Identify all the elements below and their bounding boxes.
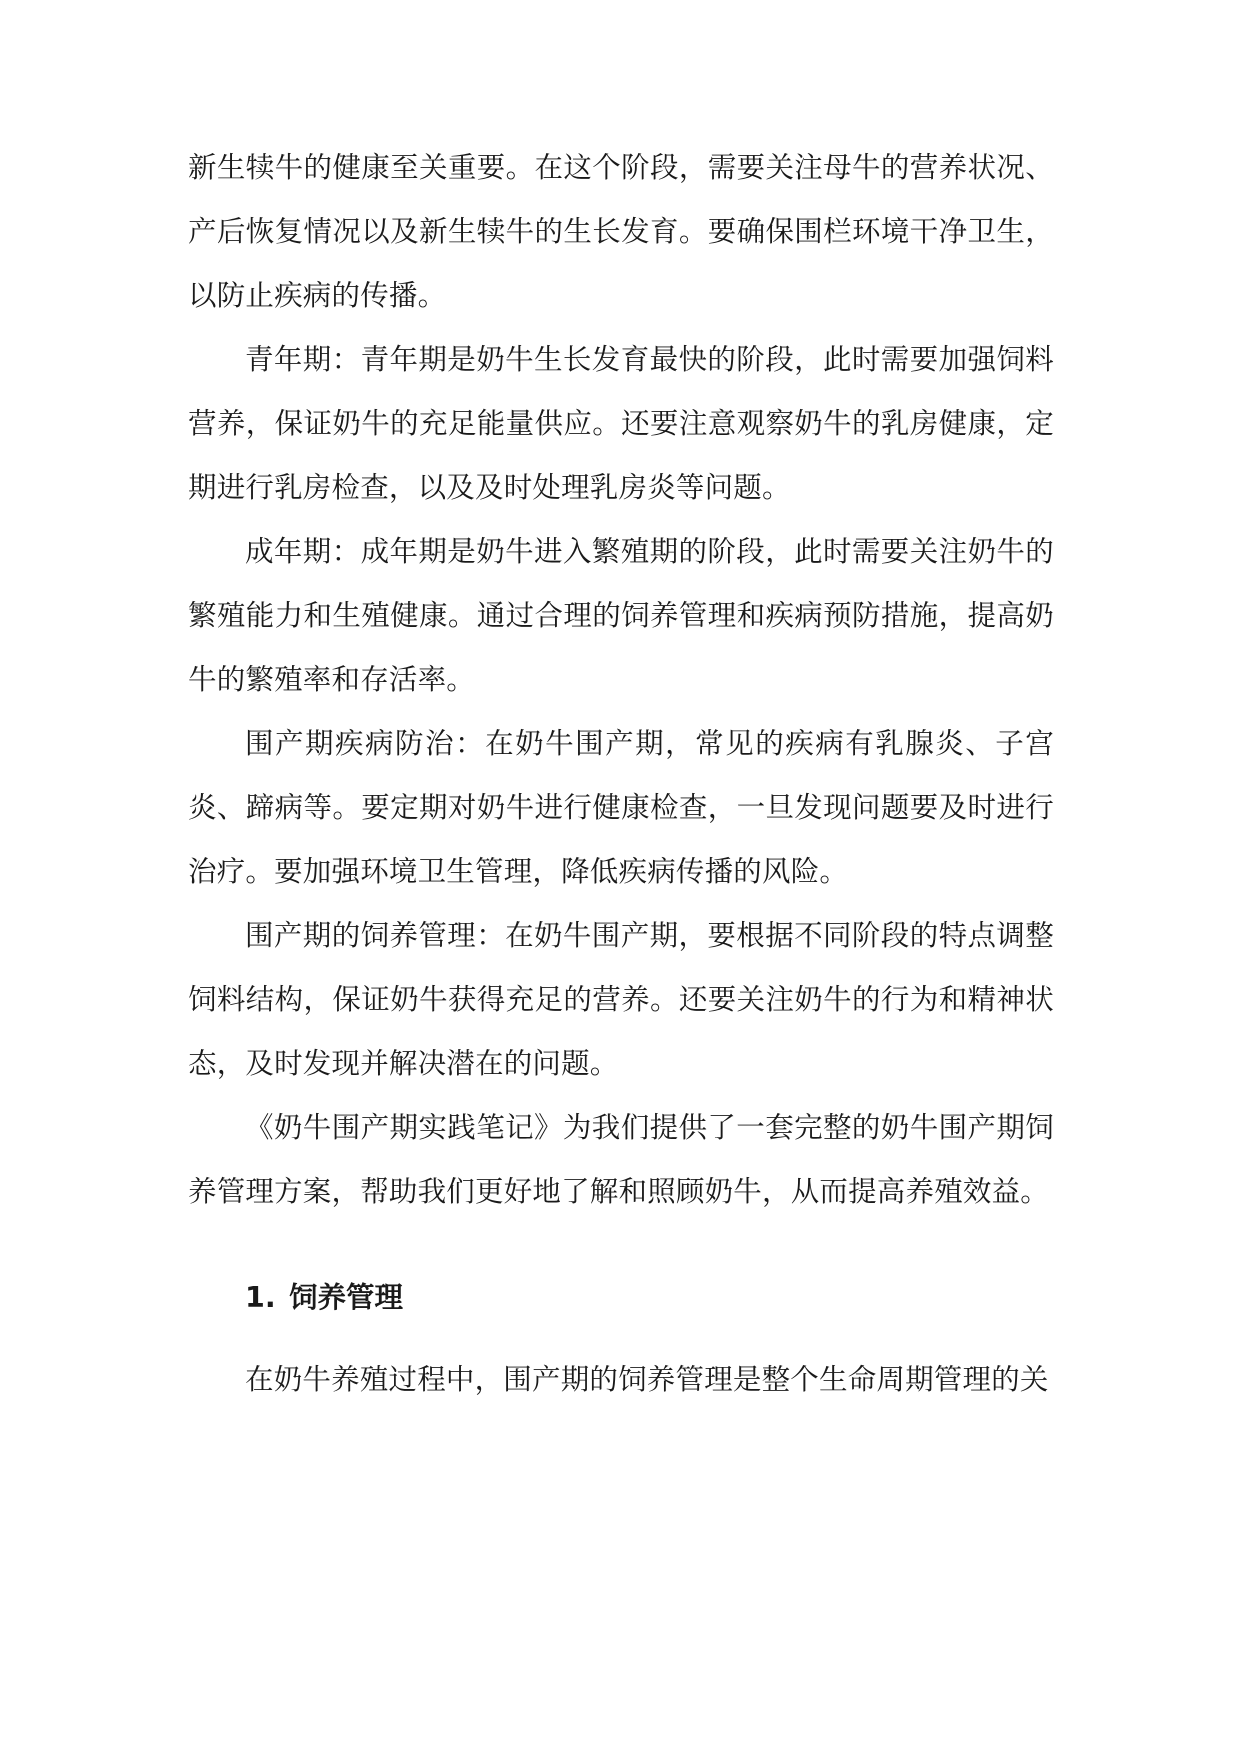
paragraph-youth-stage: 青年期：青年期是奶牛生长发育最快的阶段，此时需要加强饲料营养，保证奶牛的充足能量供应。还要注意观察奶牛的乳房健康，定期进行乳房检查，以及及时处理乳房炎等问题。 [188, 343, 1054, 504]
paragraph-section-intro: 在奶牛养殖过程中，围产期的饲养管理是整个生命周期管理的关 [245, 1363, 1049, 1396]
section-number: 1. [245, 1281, 276, 1314]
paragraph-feeding-management: 围产期的饲养管理：在奶牛围产期，要根据不同阶段的特点调整饲料结构，保证奶牛获得充足的营养。还要关注奶牛的行为和精神状态，及时发现并解决潜在的问题。 [188, 919, 1054, 1080]
paragraph-adult-stage: 成年期：成年期是奶牛进入繁殖期的阶段，此时需要关注奶牛的繁殖能力和生殖健康。通过合理的饲养管理和疾病预防措施，提高奶牛的繁殖率和存活率。 [188, 535, 1054, 696]
section-heading [188, 1266, 1054, 1330]
document-body [188, 136, 1054, 1412]
paragraph-summary: 《奶牛围产期实践笔记》为我们提供了一套完整的奶牛围产期饲养管理方案，帮助我们更好地了解和照顾奶牛，从而提高养殖效益。 [188, 1111, 1054, 1208]
paragraph-newborn-calf: 新生犊牛的健康至关重要。在这个阶段，需要关注母牛的营养状况、产后恢复情况以及新生犊牛的生长发育。要确保围栏环境干净卫生，以防止疾病的传播。 [188, 151, 1054, 312]
section-title: 饲养管理 [289, 1281, 404, 1314]
paragraph-disease-prevention: 围产期疾病防治：在奶牛围产期，常见的疾病有乳腺炎、子宫炎、蹄病等。要定期对奶牛进行健康检查，一旦发现问题要及时进行治疗。要加强环境卫生管理，降低疾病传播的风险。 [188, 727, 1054, 888]
